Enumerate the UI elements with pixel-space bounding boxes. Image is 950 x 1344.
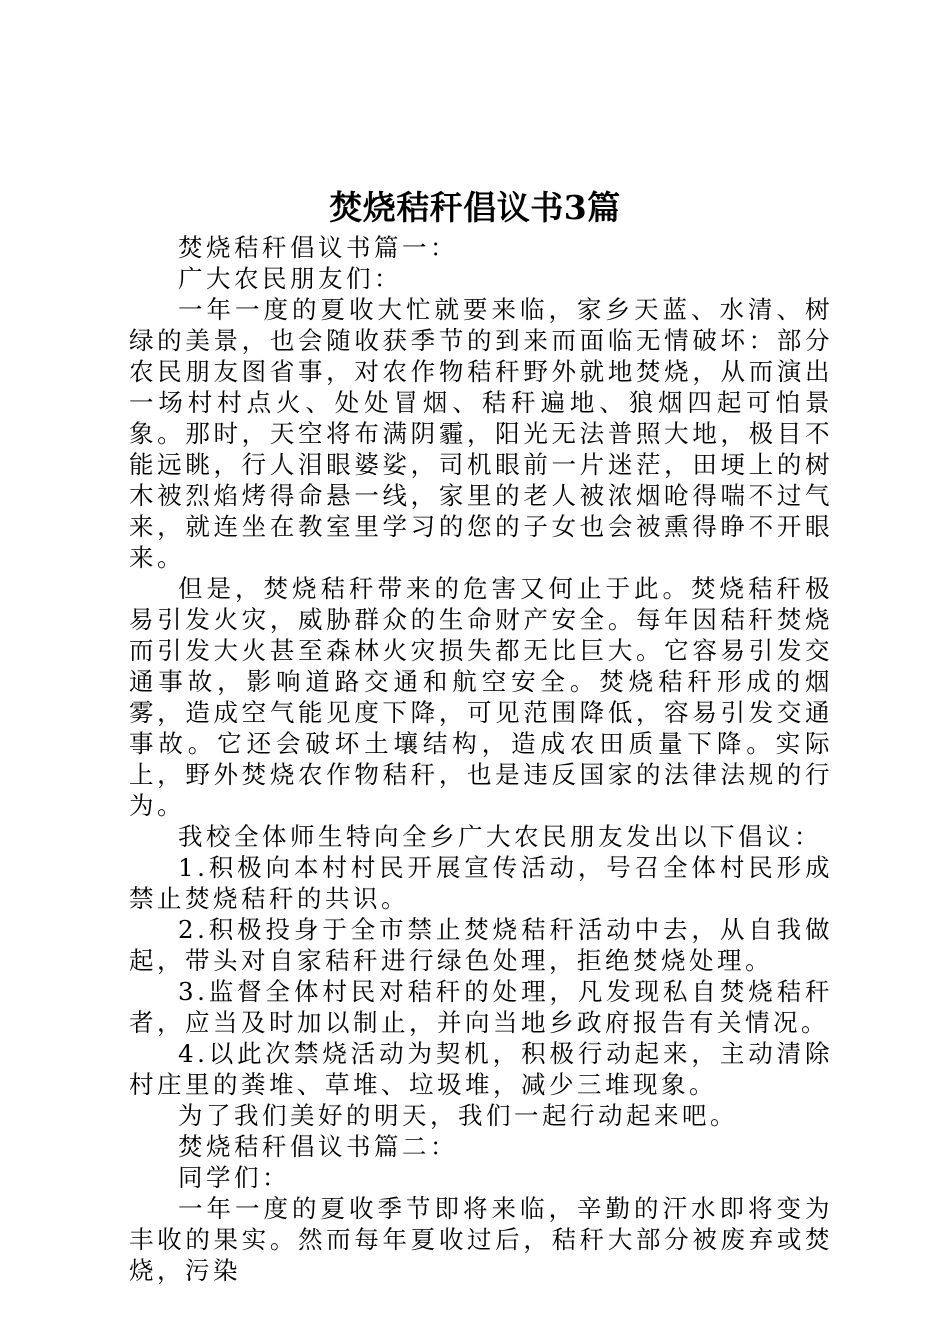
- paragraph-hazards: 但是，焚烧秸秆带来的危害又何止于此。焚烧秸秆极易引发火灾，威胁群众的生命财产安全。每年因秸秆焚烧而引发大火甚至森林火灾损失都无比巨大。它容易引发交通事故，影响道路交通和航空安全。焚烧秸秆形成的烟雾，造成空气能见度下降，可见范围降低，容易引发交通事故。它还会破坏土壤结构，造成农田质量下降。实际上，野外焚烧农作物秸秆，也是违反国家的法律法规的行为。: [129, 574, 833, 820]
- paragraph-heading-part-one: 焚烧秸秆倡议书篇一：: [178, 233, 458, 262]
- document-title: 焚烧秸秆倡议书3篇: [329, 188, 621, 227]
- paragraph-part-two-intro: 一年一度的夏收季节即将来临，辛勤的汗水即将变为丰收的果实。然而每年夏收过后，秸秆大部分被废弃或焚烧，污染: [129, 1194, 833, 1285]
- paragraph-intro: 一年一度的夏收大忙就要来临，家乡天蓝、水清、树绿的美景，也会随收获季节的到来而面临无情破坏：部分农民朋友图省事，对农作物秸秆野外就地焚烧，从而演出一场村村点火、处处冒烟、秸秆遍地、狼烟四起可怕景象。那时，天空将布满阴霾，阳光无法普照大地，极目不能远眺，行人泪眼婆娑，司机眼前一片迷茫，田埂上的树木被烈焰烤得命悬一线，家里的老人被浓烟呛得喘不过气来，就连坐在教室里学习的您的子女也会被熏得睁不开眼来。: [129, 295, 833, 572]
- document-body: [129, 232, 833, 1286]
- paragraph-closing: 为了我们美好的明天，我们一起行动起来吧。: [178, 1101, 738, 1130]
- paragraph-proposal-1: 1.积极向本村村民开展宣传活动，号召全体村民形成禁止焚烧秸秆的共识。: [129, 853, 833, 913]
- paragraph-salutation-farmers: 广大农民朋友们：: [178, 264, 402, 293]
- paragraph-salutation-students: 同学们：: [178, 1163, 290, 1192]
- paragraph-proposal-4: 4.以此次禁烧活动为契机，积极行动起来，主动清除村庄里的粪堆、草堆、垃圾堆，减少三堆现象。: [129, 1039, 833, 1099]
- paragraph-proposal-lead: 我校全体师生特向全乡广大农民朋友发出以下倡议：: [178, 822, 822, 851]
- paragraph-heading-part-two: 焚烧秸秆倡议书篇二：: [178, 1132, 458, 1161]
- paragraph-proposal-2: 2.积极投身于全市禁止焚烧秸秆活动中去，从自我做起，带头对自家秸秆进行绿色处理，拒绝焚烧处理。: [129, 915, 833, 975]
- paragraph-proposal-3: 3.监督全体村民对秸秆的处理，凡发现私自焚烧秸秆者，应当及时加以制止，并向当地乡政府报告有关情况。: [129, 977, 833, 1037]
